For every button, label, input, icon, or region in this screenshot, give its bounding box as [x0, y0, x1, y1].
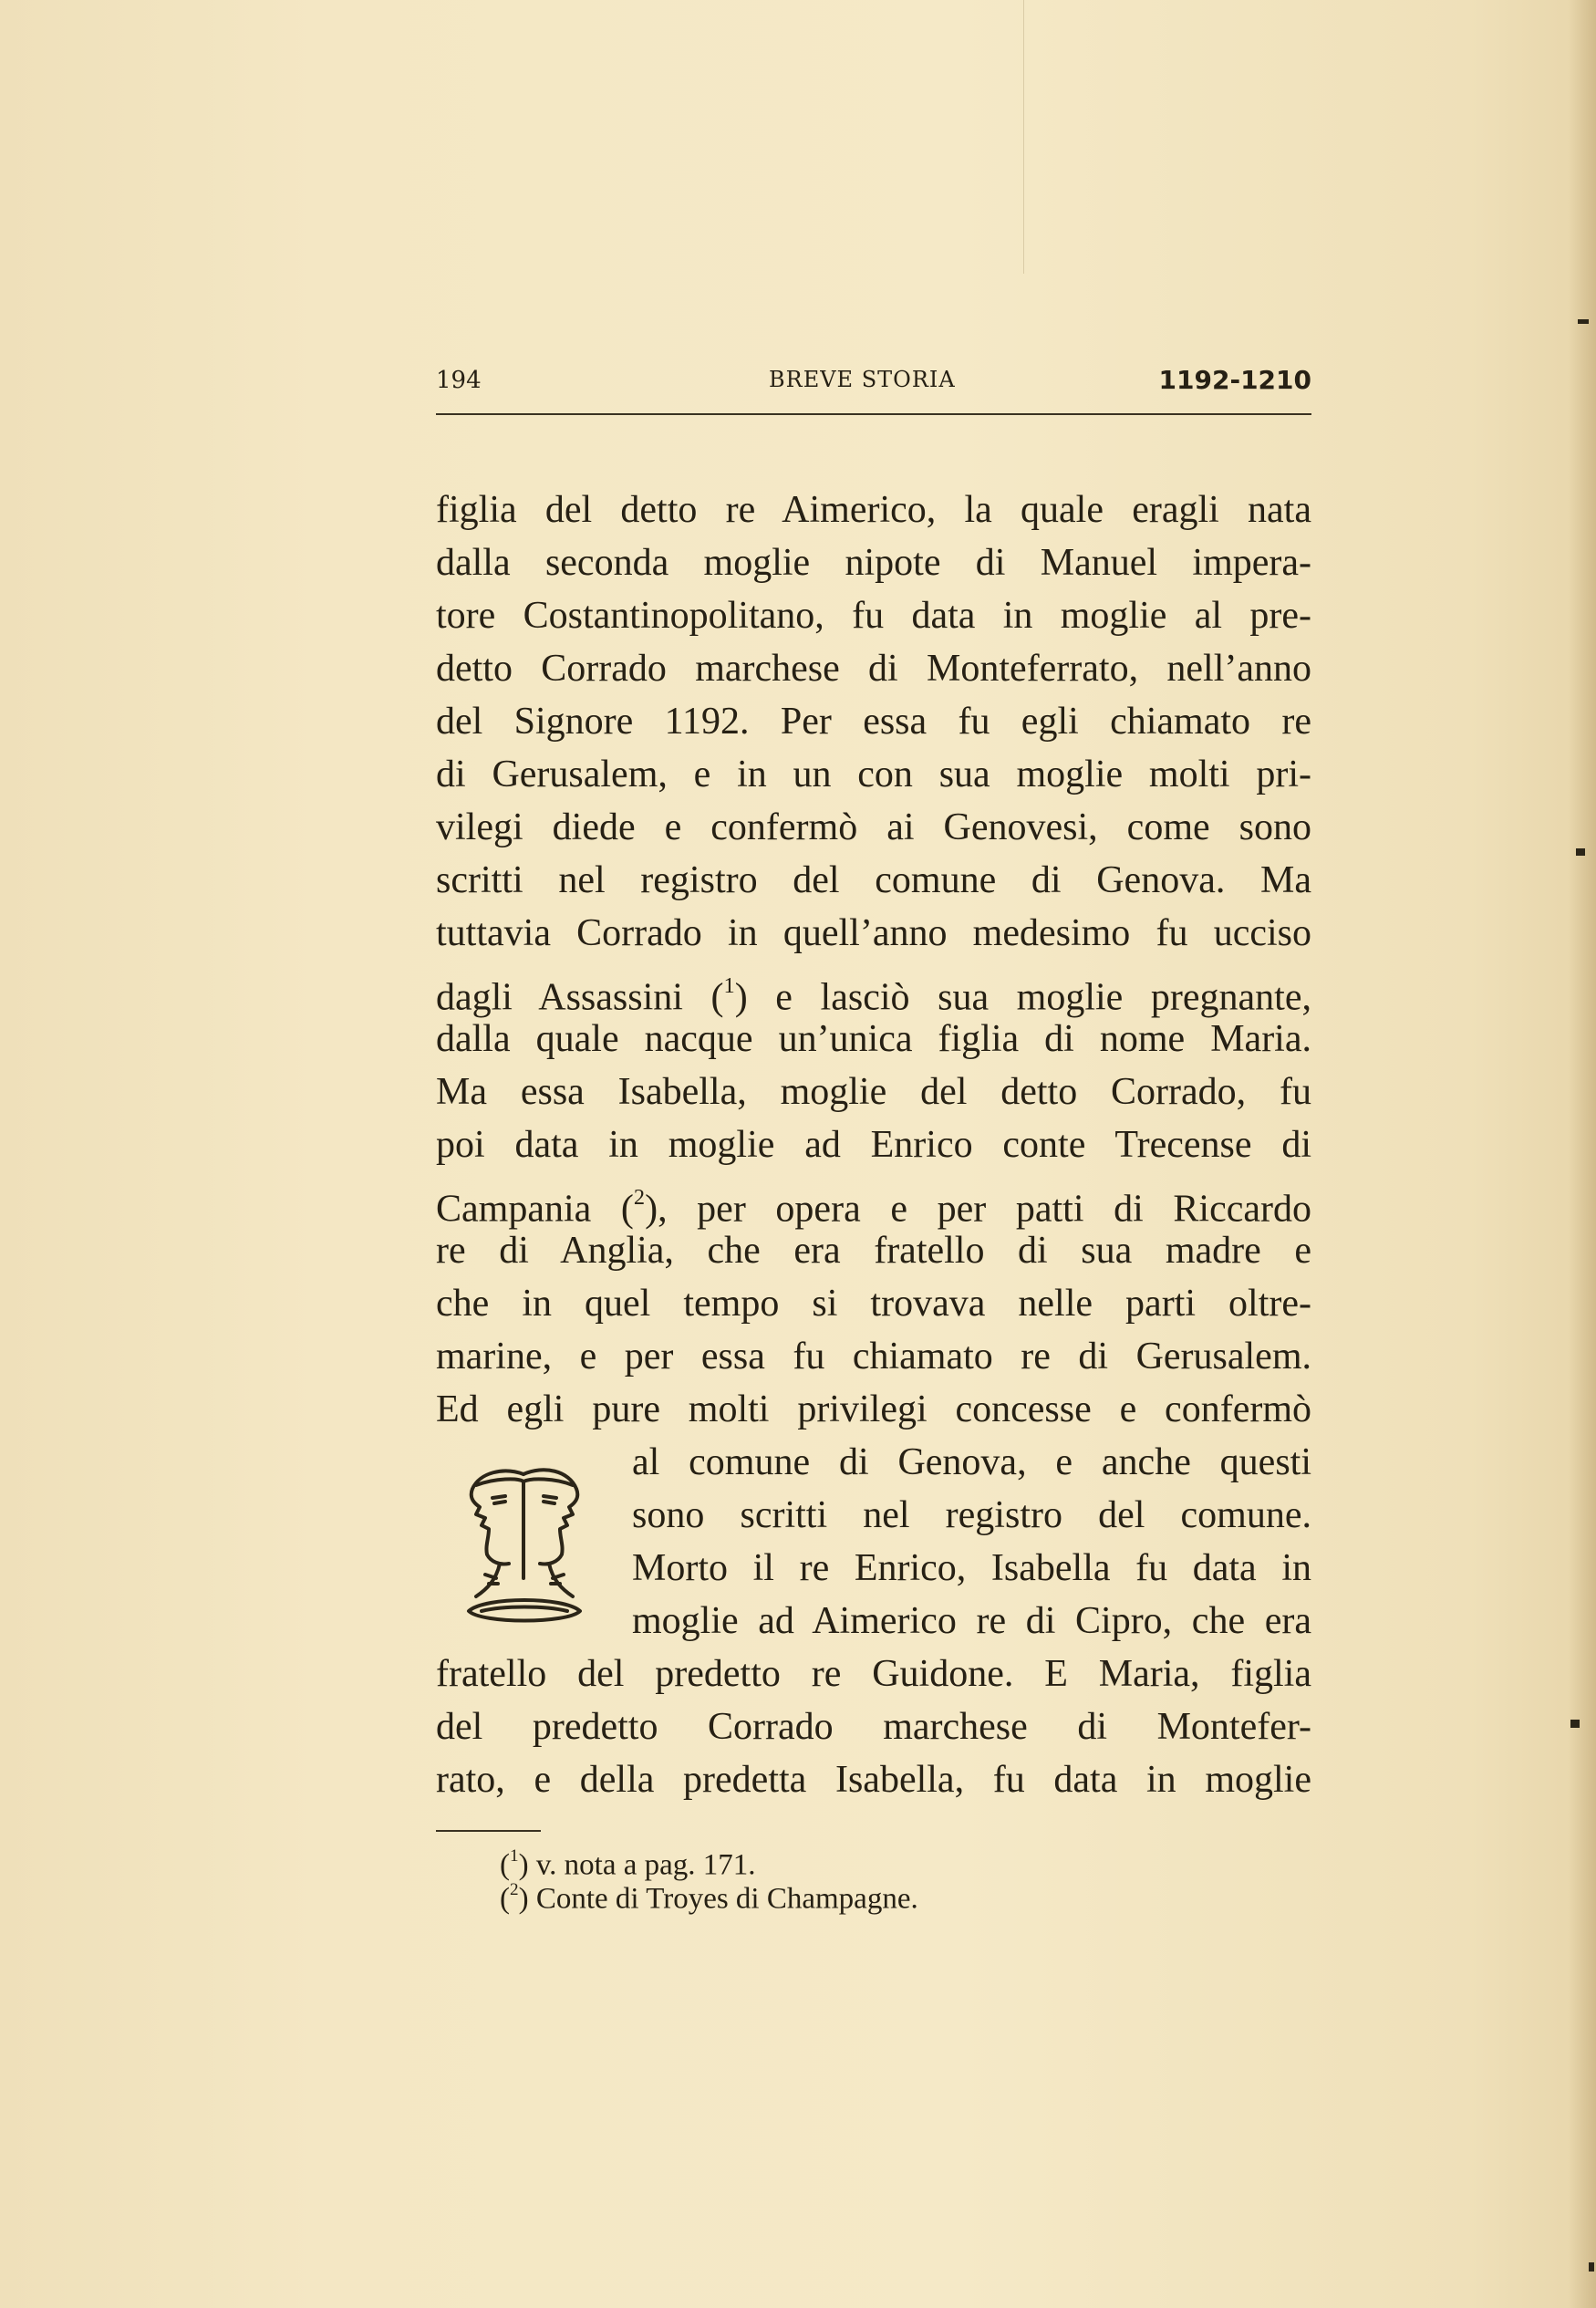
- text-line: figlia del detto re Aimerico, la quale eragli nata: [436, 489, 1311, 531]
- text-line: del predetto Corrado marchese di Montefer-: [436, 1706, 1311, 1748]
- footnotes: [500, 1839, 918, 1916]
- text-line: di Gerusalem, e in un con sua moglie molti pri-: [436, 754, 1311, 795]
- page-edge-shadow: [1569, 0, 1596, 2308]
- text-line: poi data in moglie ad Enrico conte Trecense di: [436, 1124, 1311, 1166]
- footnote-ref: 2: [633, 1185, 646, 1210]
- text-fragment: Campania (: [436, 1188, 634, 1231]
- footnote-mark: 1: [510, 1846, 519, 1866]
- footnote-mark: 2: [510, 1880, 519, 1899]
- text-line-with-note: [436, 960, 1311, 1019]
- year-range: 1192-1210: [1158, 365, 1311, 395]
- text-line: che in quel tempo si trovava nelle parti oltre-: [436, 1283, 1311, 1325]
- footnote-rule: [436, 1830, 541, 1832]
- text-line: fratello del predetto re Guidone. E Maria, figlia: [436, 1653, 1311, 1695]
- text-line: vilegi diede e confermò ai Genovesi, come sono: [436, 806, 1311, 848]
- text-line-indented: sono scritti nel registro del comune.: [632, 1494, 1311, 1536]
- janus-heads-icon: [449, 1450, 604, 1633]
- text-line-indented: Morto il re Enrico, Isabella fu data in: [632, 1547, 1311, 1589]
- text-line: tuttavia Corrado in quell’anno medesimo fu ucciso: [436, 912, 1311, 954]
- running-header: [436, 363, 1311, 409]
- text-line: Ma essa Isabella, moglie del detto Corrado, fu: [436, 1071, 1311, 1113]
- text-line: marine, e per essa fu chiamato re di Gerusalem.: [436, 1336, 1311, 1378]
- footnote-1: ($^1$) v. nota a pag. 171.: [500, 1846, 756, 1882]
- text-line: del Signore 1192. Per essa fu egli chiamato re: [436, 701, 1311, 743]
- text-line-indented: al comune di Genova, e anche questi: [632, 1441, 1311, 1483]
- text-line: re di Anglia, che era fratello di sua madre e: [436, 1230, 1311, 1272]
- text-line: tore Costantinopolitano, fu data in moglie al pre-: [436, 595, 1311, 637]
- footnote-text: Conte di Troyes di Champagne.: [535, 1882, 918, 1916]
- margin-speck: [1589, 2262, 1594, 2272]
- text-line: rato, e della predetta Isabella, fu data in moglie: [436, 1759, 1311, 1801]
- text-fragment: dagli Assassini (: [436, 976, 724, 1019]
- text-line: dalla seconda moglie nipote di Manuel impera-: [436, 542, 1311, 584]
- text-line: detto Corrado marchese di Monteferrato, nell’anno: [436, 648, 1311, 690]
- text-fragment: ) e lasciò sua moglie pregnante,: [734, 976, 1311, 1019]
- paper-fold: [1023, 0, 1024, 274]
- text-fragment: ), per opera e per patti di Riccardo: [645, 1188, 1311, 1231]
- margin-speck: [1578, 319, 1589, 324]
- text-line-with-note: [436, 1171, 1311, 1231]
- text-line: scritti nel registro del comune di Genova. Ma: [436, 859, 1311, 901]
- text-line: Ed egli pure molti privilegi concesse e confermò: [436, 1388, 1311, 1430]
- text-line: dalla quale nacque un’unica figlia di nome Maria.: [436, 1018, 1311, 1060]
- running-title: BREVE STORIA: [769, 367, 956, 392]
- page-number: 194: [436, 367, 482, 394]
- margin-speck: [1570, 1720, 1580, 1728]
- footnote-ref: 1: [723, 973, 735, 998]
- footnote-text: v. nota a pag. 171.: [535, 1848, 756, 1882]
- footnote-2: ($^2$) Conte di Troyes di Champagne.: [500, 1880, 918, 1916]
- header-rule: [436, 413, 1311, 415]
- margin-speck: [1576, 848, 1585, 856]
- text-line-indented: moglie ad Aimerico re di Cipro, che era: [632, 1600, 1311, 1642]
